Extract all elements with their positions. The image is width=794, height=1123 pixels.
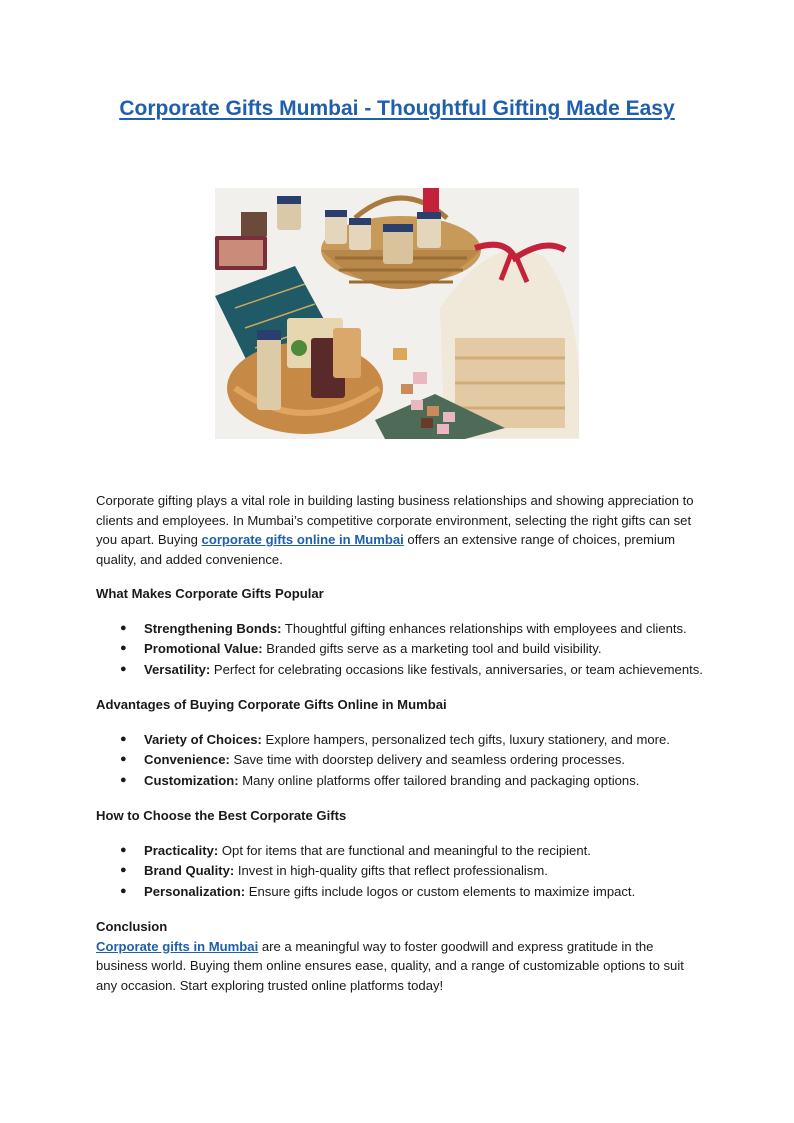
- section-heading-choose: How to Choose the Best Corporate Gifts: [96, 808, 347, 823]
- list-item: [96, 660, 706, 680]
- page-title[interactable]: [0, 97, 794, 121]
- conclusion-text: are a meaningful way to foster goodwill and express gratitude in the business world. Buying them online ensures ease, quality, and a range of customizable options to suit any occasion. Start exploring trusted online platforms today!: [96, 938, 684, 993]
- intro-text-before: Corporate gifting plays a vital role in building lasting business relationships and showing appreciation to clients and employees. In Mumbai’s competitive corporate environment, selecting the right gifts can set you apart. Buying: [96, 493, 694, 547]
- list-item: [96, 730, 706, 750]
- section-heading-advantages: Advantages of Buying Corporate Gifts Online in Mumbai: [96, 697, 447, 712]
- list-item-term: Personalization:: [144, 883, 246, 899]
- corporate-gifts-mumbai-link[interactable]: Corporate gifts in Mumbai: [96, 938, 259, 954]
- list-item-text: Many online platforms offer tailored branding and packaging options.: [238, 772, 640, 788]
- bullet-icon: ●: [120, 753, 127, 765]
- bullet-icon: ●: [120, 642, 127, 654]
- list-item: [96, 750, 706, 770]
- article-body: [96, 491, 706, 995]
- list-item-term: Brand Quality:: [144, 863, 235, 878]
- list-item-term: Practicality:: [144, 842, 219, 858]
- list-item-term: Convenience:: [144, 752, 230, 767]
- list-item-text: Opt for items that are functional and meaningful to the recipient.: [218, 842, 591, 858]
- gift-hampers-illustration: [215, 188, 579, 439]
- popular-list: [96, 619, 706, 680]
- list-item-text: Explore hampers, personalized tech gifts, luxury stationery, and more.: [261, 731, 670, 747]
- list-item-term: Strengthening Bonds:: [144, 620, 282, 636]
- intro-paragraph: [96, 491, 706, 569]
- list-item: [96, 639, 706, 659]
- list-item: [96, 619, 706, 639]
- bullet-icon: ●: [120, 662, 127, 675]
- conclusion-heading: Conclusion: [96, 919, 168, 934]
- bullet-icon: ●: [120, 621, 127, 634]
- hero-image: [215, 188, 579, 439]
- list-item-term: Versatility:: [144, 661, 211, 677]
- list-item: [96, 771, 706, 791]
- list-item-text: Ensure gifts include logos or custom elements to maximize impact.: [245, 883, 636, 899]
- bullet-icon: ●: [120, 843, 127, 856]
- list-item-text: Thoughtful gifting enhances relationships with employees and clients.: [281, 620, 687, 636]
- list-item-text: Branded gifts serve as a marketing tool and build visibility.: [262, 641, 602, 656]
- intro-text-after: offers an extensive range of choices, premium quality, and added convenience.: [96, 532, 676, 567]
- choose-list: [96, 841, 706, 902]
- corporate-gifts-online-link[interactable]: corporate gifts online in Mumbai: [201, 532, 404, 547]
- list-item-text: Save time with doorstep delivery and seamless ordering processes.: [229, 752, 626, 767]
- list-item-term: Promotional Value:: [144, 641, 263, 656]
- section-heading-popular: What Makes Corporate Gifts Popular: [96, 586, 324, 601]
- bullet-icon: ●: [120, 732, 127, 745]
- list-item-text: Invest in high-quality gifts that reflect professionalism.: [234, 863, 548, 878]
- list-item-term: Customization:: [144, 772, 239, 788]
- list-item-text: Perfect for celebrating occasions like festivals, anniversaries, or team achievements.: [210, 661, 703, 677]
- list-item: [96, 882, 706, 902]
- list-item: [96, 841, 706, 861]
- conclusion-paragraph: [96, 937, 706, 996]
- bullet-icon: ●: [120, 884, 127, 897]
- advantages-list: [96, 730, 706, 791]
- bullet-icon: ●: [120, 864, 127, 876]
- bullet-icon: ●: [120, 773, 127, 786]
- list-item-term: Variety of Choices:: [144, 731, 262, 747]
- page-title-link[interactable]: Corporate Gifts Mumbai - Thoughtful Gifting Made Easy: [119, 97, 675, 120]
- list-item: [96, 861, 706, 881]
